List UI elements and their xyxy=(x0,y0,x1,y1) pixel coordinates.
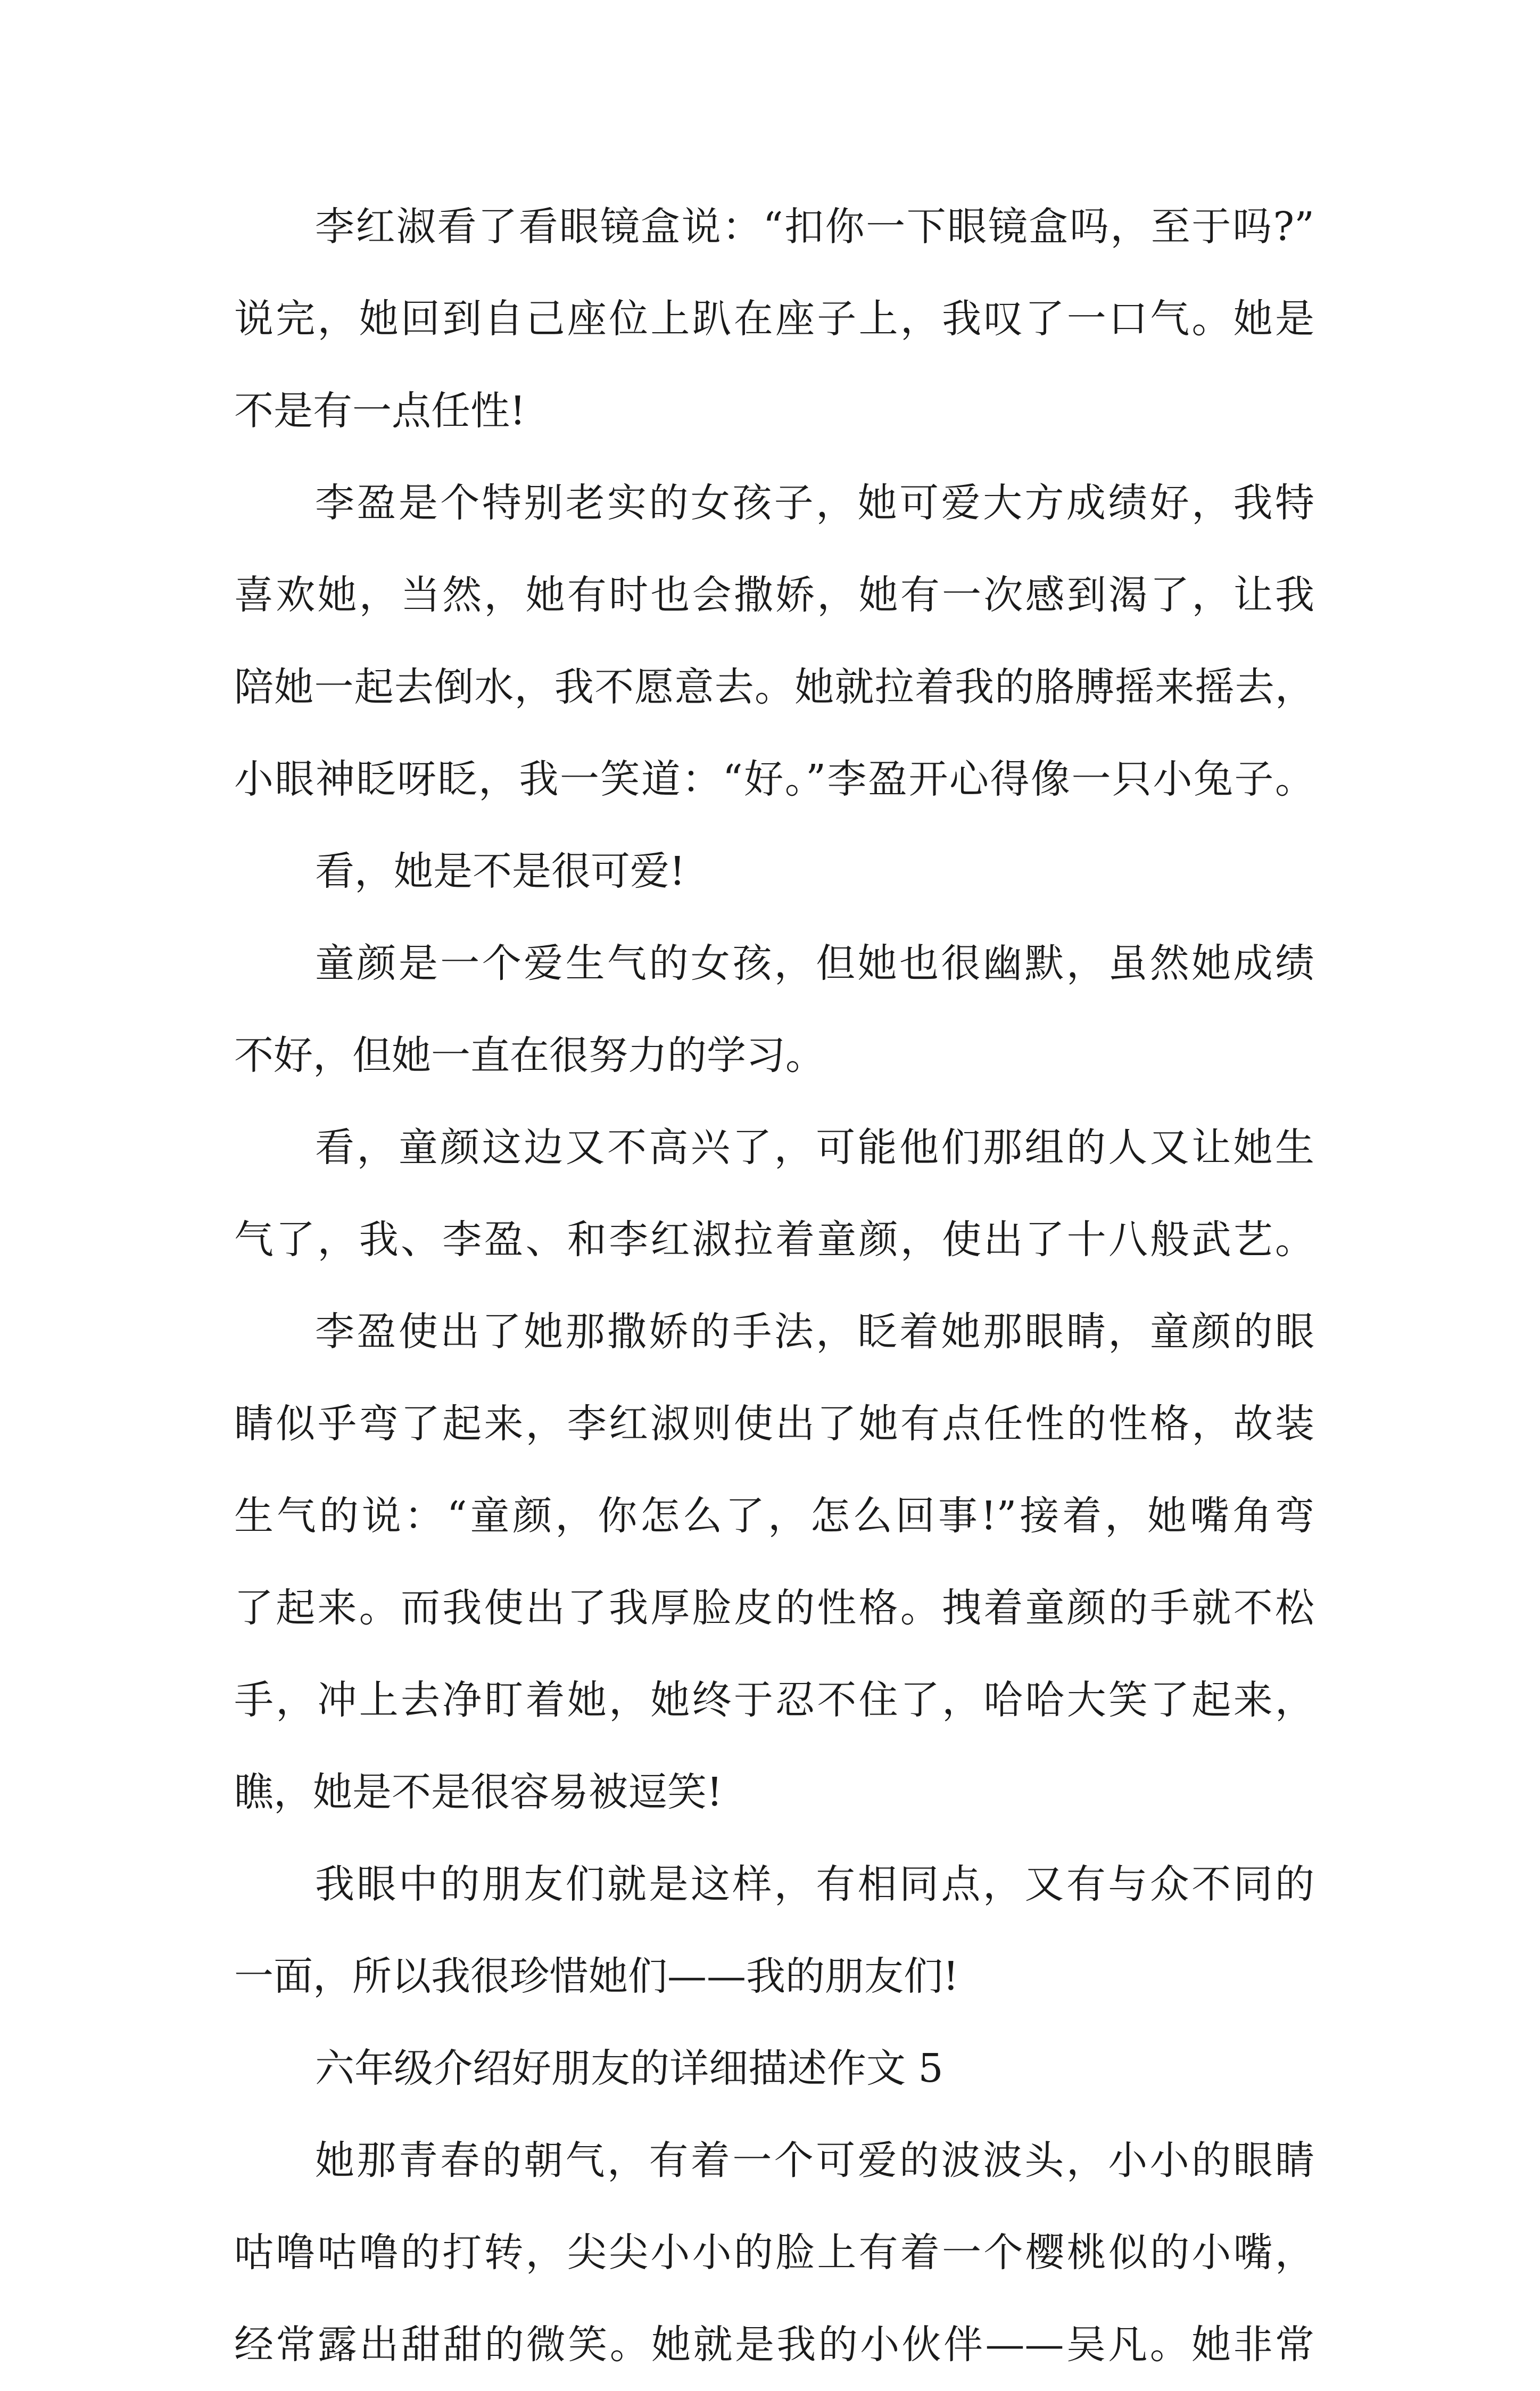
text-line: 陪她一起去倒水，我不愿意去。她就拉着我的胳膊摇来摇去， xyxy=(234,664,1314,710)
text-line: 不是有一点任性! xyxy=(234,388,526,434)
text-line: 一面，所以我很珍惜她们——我的朋友们! xyxy=(234,1953,959,1999)
text-line: 我眼中的朋友们就是这样，有相同点，又有与众不同的 xyxy=(315,1861,1314,1907)
text-line: 小眼神眨呀眨，我一笑道：“好。”李盈开心得像一只小兔子。 xyxy=(234,756,1314,802)
section-heading: 六年级介绍好朋友的详细描述作文 5 xyxy=(315,2046,943,2091)
text-line: 李盈使出了她那撒娇的手法，眨着她那眼睛，童颜的眼 xyxy=(315,1309,1314,1355)
text-line: 瞧，她是不是很容易被逗笑! xyxy=(234,1769,723,1815)
document-page xyxy=(234,181,1314,2391)
text-line: 看，她是不是很可爱! xyxy=(315,848,685,894)
text-line: 喜欢她，当然，她有时也会撒娇，她有一次感到渴了，让我 xyxy=(234,572,1314,618)
text-line: 李红淑看了看眼镜盒说：“扣你一下眼镜盒吗，至于吗?” xyxy=(315,204,1314,250)
text-line: 气了，我、李盈、和李红淑拉着童颜，使出了十八般武艺。 xyxy=(234,1217,1314,1263)
text-line: 她那青春的朝气，有着一个可爱的波波头，小小的眼睛 xyxy=(315,2138,1314,2183)
text-line: 不好，但她一直在很努力的学习。 xyxy=(234,1033,825,1078)
text-line: 李盈是个特别老实的女孩子，她可爱大方成绩好，我特 xyxy=(315,480,1314,526)
text-line: 咕噜咕噜的打转，尖尖小小的脸上有着一个樱桃似的小嘴， xyxy=(234,2230,1314,2275)
text-line: 手，冲上去净盯着她，她终于忍不住了，哈哈大笑了起来， xyxy=(234,1677,1314,1723)
text-line: 看，童颜这边又不高兴了，可能他们那组的人又让她生 xyxy=(315,1125,1314,1170)
text-line: 童颜是一个爱生气的女孩，但她也很幽默，虽然她成绩 xyxy=(315,941,1314,986)
text-line: 生气的说：“童颜，你怎么了，怎么回事!”接着，她嘴角弯 xyxy=(234,1493,1314,1539)
text-line: 了起来。而我使出了我厚脸皮的性格。拽着童颜的手就不松 xyxy=(234,1585,1314,1631)
text-line: 说完，她回到自己座位上趴在座子上，我叹了一口气。她是 xyxy=(234,296,1314,342)
text-line: 睛似乎弯了起来，李红淑则使出了她有点任性的性格，故装 xyxy=(234,1401,1314,1447)
text-line: 经常露出甜甜的微笑。她就是我的小伙伴——吴凡。她非常 xyxy=(234,2322,1314,2368)
